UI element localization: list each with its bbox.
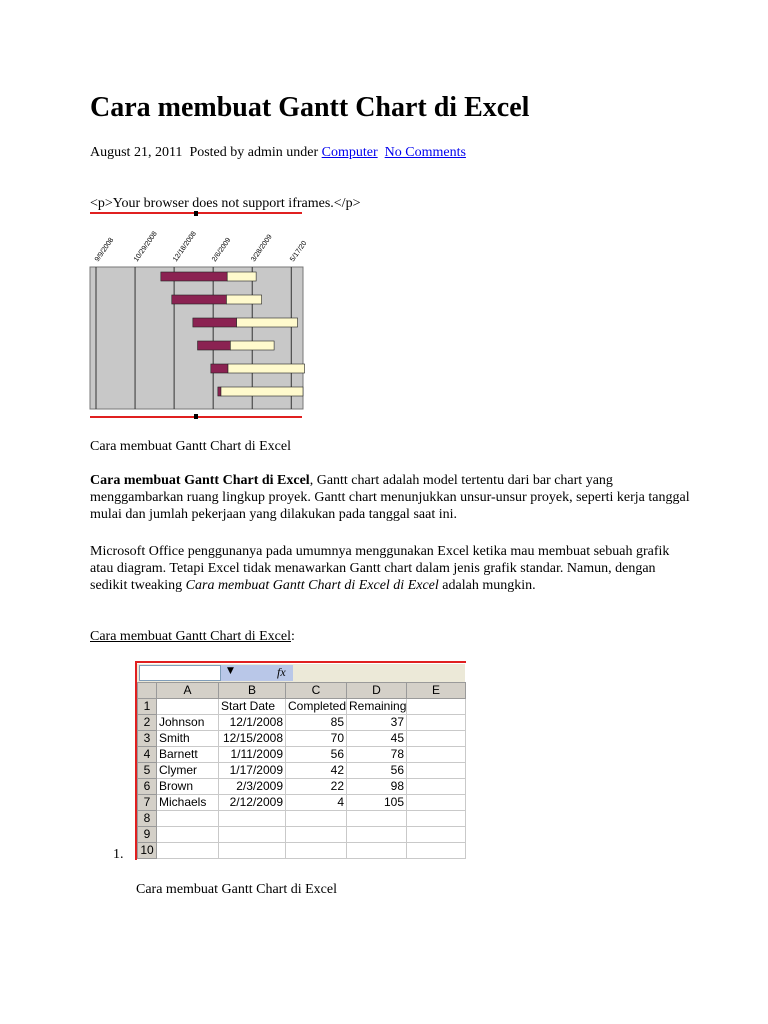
- row-number-6[interactable]: 6: [138, 779, 157, 795]
- function-icon[interactable]: fx: [277, 665, 286, 679]
- gantt-bar-completed: [172, 295, 227, 304]
- intro-bold: Cara membuat Gantt Chart di Excel: [90, 473, 310, 488]
- cell[interactable]: 4: [286, 795, 347, 811]
- name-box[interactable]: [139, 665, 221, 681]
- gantt-bar-completed: [218, 387, 221, 396]
- spreadsheet-table: [137, 682, 466, 859]
- cell[interactable]: Clymer: [157, 763, 219, 779]
- formula-bar: [137, 664, 465, 683]
- cell[interactable]: [157, 843, 219, 859]
- figure1-caption: Cara membuat Gantt Chart di Excel: [90, 439, 291, 454]
- dropdown-arrow-icon: ▼: [227, 666, 234, 676]
- cell[interactable]: [407, 827, 466, 843]
- table-row: [138, 811, 466, 827]
- resize-handle-bottom[interactable]: [194, 414, 198, 419]
- column-header-e[interactable]: E: [407, 683, 466, 699]
- iframe-fallback-text: <p>Your browser does not support iframes.</p>: [90, 196, 361, 211]
- cell[interactable]: [219, 811, 286, 827]
- cell[interactable]: [157, 811, 219, 827]
- post-meta: [90, 144, 466, 162]
- cell[interactable]: [347, 827, 407, 843]
- row-number-10[interactable]: 10: [138, 843, 157, 859]
- sheet-top-border: [136, 661, 466, 663]
- office-end: adalah mungkin.: [438, 578, 536, 593]
- column-header-a[interactable]: A: [157, 683, 219, 699]
- gantt-bar-remaining: [226, 295, 261, 304]
- cell[interactable]: [407, 715, 466, 731]
- cell[interactable]: [157, 699, 219, 715]
- post-author: Posted by admin under: [189, 145, 319, 160]
- table-row: [138, 763, 466, 779]
- table-row: [138, 795, 466, 811]
- post-date: August 21, 2011: [90, 145, 183, 160]
- row-number-2[interactable]: 2: [138, 715, 157, 731]
- cell[interactable]: 12/1/2008: [219, 715, 286, 731]
- table-row: [138, 715, 466, 731]
- sub-heading: [90, 628, 295, 646]
- column-header-row: [138, 683, 466, 699]
- gantt-chart: [90, 216, 309, 416]
- cell[interactable]: [286, 843, 347, 859]
- row-number-9[interactable]: 9: [138, 827, 157, 843]
- cell[interactable]: [407, 731, 466, 747]
- paragraph-intro: [90, 472, 690, 523]
- cell[interactable]: [407, 699, 466, 715]
- cell[interactable]: [157, 827, 219, 843]
- gantt-bar-remaining: [227, 272, 256, 281]
- column-header-b[interactable]: B: [219, 683, 286, 699]
- cell[interactable]: Completed: [286, 699, 347, 715]
- table-row: [138, 843, 466, 859]
- cell[interactable]: [286, 811, 347, 827]
- gantt-bar-remaining: [221, 387, 303, 396]
- x-tick-label: 2/6/2009: [211, 236, 233, 264]
- row-number-4[interactable]: 4: [138, 747, 157, 763]
- cell[interactable]: 98: [347, 779, 407, 795]
- sub-heading-link[interactable]: Cara membuat Gantt Chart di Excel: [90, 629, 291, 644]
- cell[interactable]: Start Date: [219, 699, 286, 715]
- table-row: [138, 779, 466, 795]
- cell[interactable]: [347, 843, 407, 859]
- figure2-caption: Cara membuat Gantt Chart di Excel: [136, 882, 337, 897]
- cell[interactable]: [347, 811, 407, 827]
- x-tick-label: 9/9/2008: [93, 236, 116, 264]
- table-row: [138, 699, 466, 715]
- cell[interactable]: [407, 779, 466, 795]
- row-number-5[interactable]: 5: [138, 763, 157, 779]
- page-title: Cara membuat Gantt Chart di Excel: [90, 92, 530, 123]
- row-number-1[interactable]: 1: [138, 699, 157, 715]
- cell[interactable]: Michaels: [157, 795, 219, 811]
- table-row: [138, 827, 466, 843]
- x-tick-label: 5/17/20: [289, 239, 309, 264]
- cell[interactable]: 2/12/2009: [219, 795, 286, 811]
- cell[interactable]: [407, 763, 466, 779]
- list-number: 1.: [113, 847, 124, 862]
- table-row: [138, 747, 466, 763]
- cell[interactable]: [407, 811, 466, 827]
- gantt-bar-completed: [211, 364, 228, 373]
- cell[interactable]: 42: [286, 763, 347, 779]
- office-text: Microsoft Office penggunanya pada umumnya menggunakan Excel ketika mau membuat sebuah grafik atau diagram. Tetapi Excel tidak menawarkan Gantt chart dalam jenis grafik standar. Namun, dengan sedikit tweaking: [90, 544, 670, 593]
- gantt-bar-remaining: [228, 364, 305, 373]
- x-tick-label: 3/28/2009: [250, 233, 274, 264]
- gantt-bar-completed: [193, 318, 237, 327]
- row-number-8[interactable]: 8: [138, 811, 157, 827]
- cell[interactable]: [219, 827, 286, 843]
- cell[interactable]: Johnson: [157, 715, 219, 731]
- cell[interactable]: Smith: [157, 731, 219, 747]
- column-header-c[interactable]: C: [286, 683, 347, 699]
- cell[interactable]: 37: [347, 715, 407, 731]
- cell[interactable]: 78: [347, 747, 407, 763]
- cell[interactable]: 12/15/2008: [219, 731, 286, 747]
- table-row: [138, 731, 466, 747]
- intro-text: , Gantt chart adalah model tertentu dari bar chart yang menggambarkan ruang lingkup proyek. Gantt chart menunjukkan unsur-unsur proyek, seperti kerja tanggal mulai dan jumlah pekerjaan yang dilakukan pada tanggal saat ini.: [90, 473, 690, 522]
- corner-cell[interactable]: [138, 683, 157, 699]
- x-tick-label: 12/18/2008: [172, 230, 198, 264]
- cell[interactable]: [407, 747, 466, 763]
- row-number-3[interactable]: 3: [138, 731, 157, 747]
- office-italic: Cara membuat Gantt Chart di Excel di Excel: [185, 578, 439, 593]
- gantt-bar-completed: [161, 272, 227, 281]
- gantt-bar-remaining: [230, 341, 274, 350]
- cell[interactable]: Remaining: [347, 699, 407, 715]
- cell[interactable]: 70: [286, 731, 347, 747]
- cell[interactable]: Brown: [157, 779, 219, 795]
- cell[interactable]: [219, 843, 286, 859]
- gantt-bar-completed: [198, 341, 231, 350]
- cell[interactable]: 22: [286, 779, 347, 795]
- gantt-bar-remaining: [237, 318, 298, 327]
- cell[interactable]: [286, 827, 347, 843]
- column-header-d[interactable]: D: [347, 683, 407, 699]
- sub-heading-colon: :: [291, 629, 295, 644]
- cell[interactable]: 1/17/2009: [219, 763, 286, 779]
- paragraph-office: [90, 543, 690, 594]
- cell[interactable]: 105: [347, 795, 407, 811]
- cell[interactable]: Barnett: [157, 747, 219, 763]
- category-link[interactable]: Computer: [321, 145, 378, 160]
- cell[interactable]: 56: [286, 747, 347, 763]
- name-box-dropdown[interactable]: [221, 665, 293, 681]
- cell[interactable]: 56: [347, 763, 407, 779]
- x-tick-label: 10/29/2008: [132, 230, 159, 264]
- cell[interactable]: 85: [286, 715, 347, 731]
- cell[interactable]: 45: [347, 731, 407, 747]
- row-number-7[interactable]: 7: [138, 795, 157, 811]
- cell[interactable]: [407, 795, 466, 811]
- cell[interactable]: 1/11/2009: [219, 747, 286, 763]
- comments-link[interactable]: No Comments: [384, 145, 466, 160]
- cell[interactable]: [407, 843, 466, 859]
- cell[interactable]: 2/3/2009: [219, 779, 286, 795]
